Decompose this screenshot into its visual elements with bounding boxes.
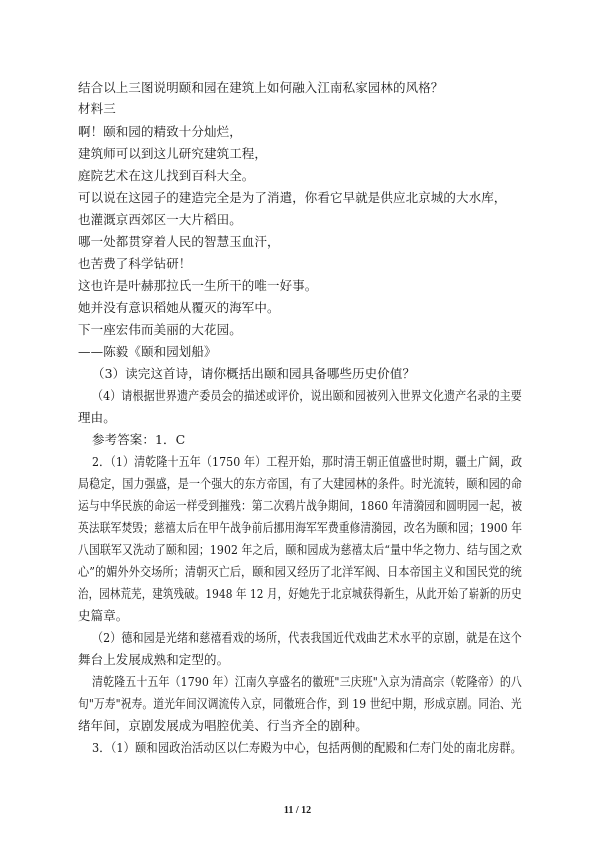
poem-line: 可以说在这园子的建造完全是为了消遣，你看它早就是供应北京城的大水库， — [78, 190, 507, 205]
question-line: （4）请根据世界遗产委员会的描述或评价，说出颐和园被列入世界文化遗产名录的主要 — [92, 388, 522, 403]
question-line: 结合以上三图说明颐和园在建筑上如何融入江南私家园林的风格？ — [78, 80, 444, 95]
answer-line: 旬"万寿"祝寿。道光年间汉调流传入京，同徽班合作，到 19 世纪中期，形成京剧。同治、光 — [78, 696, 522, 711]
answer-line: 3．（1）颐和园政治活动区以仁寿殿为中心，包括两侧的配殿和仁寿门处的南北房群。 — [92, 740, 523, 755]
question-line: 理由。 — [78, 410, 116, 425]
answer-line: （2）德和园是光绪和慈禧看戏的场所，代表我国近代戏曲艺术水平的京剧，就是在这个 — [92, 630, 522, 645]
poem-line: 这也许是叶赫那拉氏一生所干的唯一好事。 — [78, 278, 318, 293]
poem-line: 建筑师可以到这儿研究建筑工程， — [78, 146, 268, 161]
answer-line: 局稳定，国力强盛，是一个强大的东方帝国，有了大建园林的条件。时光流转，颐和园的命 — [78, 476, 523, 491]
answer-line: 清乾隆五十五年（1790 年）江南久享盛名的徽班"三庆班"入京为清高宗（乾隆帝）的八 — [92, 674, 522, 689]
answer-line: 运与中华民族的命运一样受到摧残：第二次鸦片战争期间，1860 年清漪园和圆明园一起，被 — [78, 498, 523, 513]
poem-line: 也苦费了科学钻研！ — [78, 256, 192, 271]
answer-line: 心”的媚外外交场所；清朝灭亡后，颐和园又经历了北洋军阀、日本帝国主义和国民党的统 — [78, 564, 522, 579]
answer-line: 绪年间，京剧发展成为唱腔优美、行当齐全的剧种。 — [78, 718, 368, 733]
page-number: 11 / 12 — [283, 805, 312, 816]
poem-line: 下一座宏伟而美丽的大花园。 — [78, 322, 242, 337]
answer-line: 治，园林荒芜，建筑残破。1948 年 12 月，好她先于北京城获得新生，从此开始了崭新的历史 — [78, 586, 522, 601]
question-line: （3）读完这首诗，请你概括出颐和园具备哪些历史价值？ — [92, 366, 416, 381]
answer-heading: 参考答案：1．C — [92, 432, 186, 447]
answer-line: 英法联军焚毁；慈禧太后在甲午战争前后挪用海军军费重修清漪园，改名为颐和园；1900 年 — [78, 520, 523, 535]
answer-line: 八国联军又洗动了颐和园；1902 年之后，颐和园成为慈禧太后“量中华之物力、结与国之欢 — [78, 542, 522, 557]
answer-line: 舞台上发展成熟和定型的。 — [78, 652, 230, 667]
poem-line: 哪一处都贯穿着人民的智慧玉血汗， — [78, 234, 280, 249]
poem-attribution: ——陈毅《颐和园划船》 — [78, 344, 217, 359]
poem-line: 她并没有意识稻她从覆灭的海军中。 — [78, 300, 280, 315]
answer-line: 史篇章。 — [78, 608, 129, 623]
answer-line: 2．（1）清乾隆十五年（1750 年）工程开始，那时清王朝正值盛世时期，疆土广阔，政 — [92, 454, 523, 469]
section-heading: 材料三 — [78, 101, 116, 116]
poem-line: 也灌溉京西郊区一大片稻田。 — [78, 212, 242, 227]
poem-line: 庭院艺术在这儿找到百科大全。 — [78, 168, 255, 183]
poem-line: 啊！颐和园的精致十分灿烂， — [78, 124, 242, 139]
